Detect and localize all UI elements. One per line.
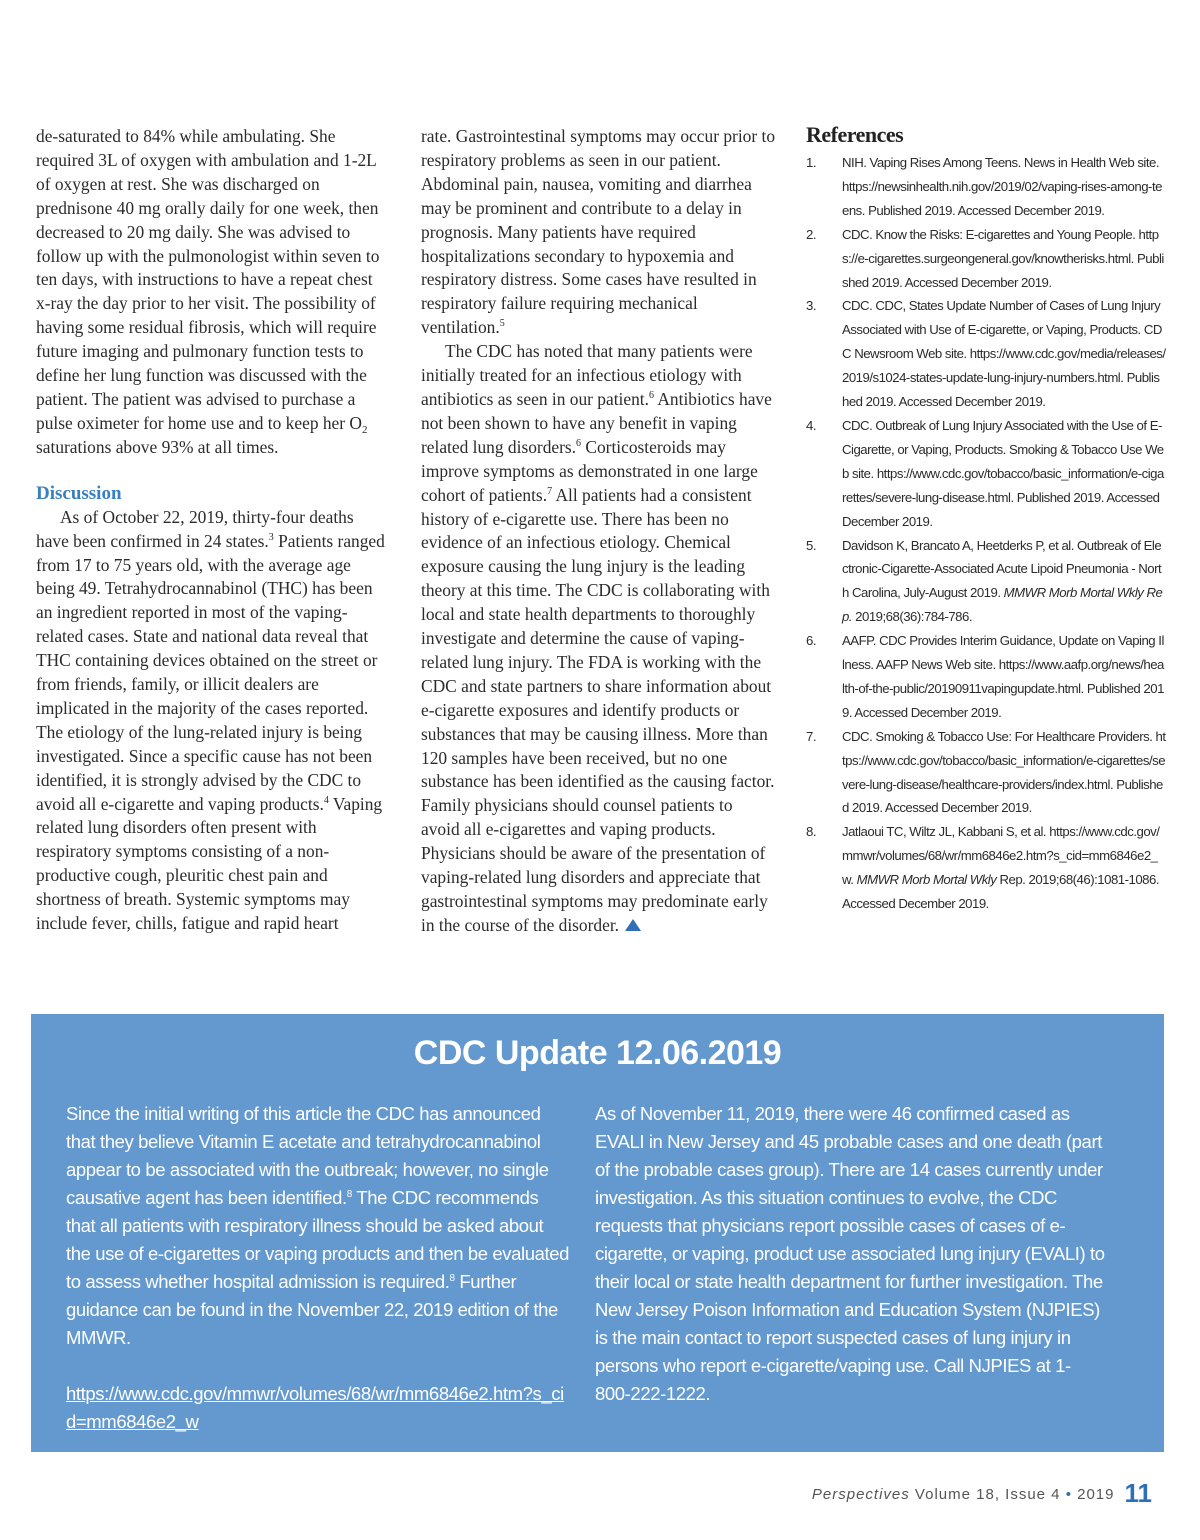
text-run: Vaping related lung disorders often present with respiratory symptoms consisting of a non-productive cough, pleuritic chest pain and shortness of breath. Systemic symptoms may include fever, chills, fatigue and rapid heart [36, 793, 383, 934]
reference-number: 6. [806, 633, 816, 649]
reference-number: 4. [806, 417, 816, 433]
reference-number: 1. [806, 155, 816, 170]
footer-year: 2019 [1071, 1486, 1115, 1503]
citation-superscript: 7 [547, 485, 553, 497]
citation-superscript: 8 [449, 1273, 455, 1284]
symptoms-paragraph [421, 125, 775, 340]
subscript: 2 [361, 423, 368, 436]
mmwr-link-paragraph [66, 1380, 571, 1436]
citation-superscript: 5 [499, 318, 505, 330]
end-of-article-triangle-icon [625, 919, 641, 931]
reference-item [806, 820, 1166, 916]
mmwr-link[interactable]: https://www.cdc.gov/mmwr/volumes/68/wr/mm6846e2.htm?s_cid=mm6846e2_w [66, 1383, 564, 1432]
cdc-update-box [31, 1014, 1164, 1452]
reference-citation: Rep. 2019;68(46):1081-1086. Accessed December 2019. [842, 872, 1160, 912]
reference-item [806, 151, 1166, 223]
text-run: de-saturated to 84% while ambulating. She required 3L of oxygen with ambulation and 1-2L of oxygen at rest. She was discharged on prednisone 40 mg orally daily for one week, then decreased to 20 mg daily. She was advised to follow up with the pulmonologist within seven to ten days, with instructions to have a repeat chest x-ray the day prior to her visit. The possibility of having some residual fibrosis, which will require future imaging and pulmonary function tests to define her lung function was discussed with the patient. The patient was advised to purchase a pulse oximeter for home use and to keep her O [36, 126, 380, 433]
reference-item [806, 294, 1166, 414]
cdc-update-right-column [595, 1100, 1105, 1408]
citation-superscript: 4 [323, 794, 329, 806]
publication-name: Perspectives [811, 1486, 910, 1503]
cdc-update-left-column [66, 1100, 571, 1436]
text-run: saturations above 93% at all times. [36, 436, 279, 457]
reference-item [806, 223, 1166, 295]
references-section [806, 122, 1166, 916]
reference-journal: MMWR Morb Mortal Wkly Rep. [842, 585, 1163, 625]
reference-item [806, 414, 1166, 534]
reference-number: 3. [806, 298, 816, 314]
citation-superscript: 3 [268, 531, 274, 543]
text-run: Further guidance can be found in the November 22, 2019 edition of the MMWR. [66, 1271, 558, 1348]
text-run: Corticosteroids may improve symptoms as demonstrated in one large cohort of patients. [421, 436, 758, 505]
reference-text: AAFP. CDC Provides Interim Guidance, Update on Vaping Illness. AAFP News Web site. https://www.aafp.org/news/health-of-the-public/20190911vapingupdate.html. Published 2019. Accessed December 2019. [842, 633, 1164, 720]
text-run: Patients ranged from 17 to 75 years old, with the average age being 49. Tetrahydrocannabinol (THC) has been an ingredient reported in most of the vaping-related cases. State and national data reveal that THC containing devices obtained on the street or from friends, family, or illicit dealers are implicated in the majority of the cases reported. The etiology of the lung-related injury is being investigated. Since a specific cause has not been identified, it is strongly advised by the CDC to avoid all e-cigarette and vaping products. [36, 530, 385, 814]
page-footer [812, 1478, 1152, 1509]
text-run: The CDC recommends that all patients with respiratory illness should be asked about the use of e-cigarettes or vaping products and then be evaluated to assess whether hospital admission is required. [66, 1187, 570, 1292]
reference-text: Jatlaoui TC, Wiltz JL, Kabbani S, et al. https://www.cdc.gov/mmwr/volumes/68/wr/mm6846e2.htm?s_cid=mm6846e2_w. [842, 824, 1160, 888]
reference-text: CDC. Know the Risks: E-cigarettes and Young People. https://e-cigarettes.surgeongeneral.gov/knowtherisks.html. Published 2019. Accessed December 2019. [842, 226, 1164, 290]
discussion-paragraph [36, 506, 386, 936]
reference-item [806, 629, 1166, 725]
text-run: Antibiotics have not been shown to have any benefit in vaping related lung disorders. [421, 388, 772, 457]
citation-superscript: 6 [576, 437, 582, 449]
nj-cases-paragraph: As of November 11, 2019, there were 46 confirmed cased as EVALI in New Jersey and 45 probable cases and one death (part of the probable cases group). There are 14 cases currently under investigation. As this situation continues to evolve, the CDC requests that physicians report possible cases of cases of e-cigarette, or vaping, product use associated lung injury (EVALI) to their local or state health department for further investigation. The New Jersey Poison Information and Education System (NJPIES) is the main contact to report suspected cases of lung injury in persons who report e-cigarette/vaping use. Call NJPIES at 1-800-222-1222. [595, 1103, 1105, 1404]
text-run: The CDC has noted that many patients were initially treated for an infectious etiology with antibiotics as seen in our patient. [421, 341, 753, 409]
reference-number: 8. [806, 824, 816, 840]
citation-superscript: 6 [648, 389, 654, 401]
case-paragraph [36, 125, 386, 460]
reference-number: 5. [806, 537, 816, 553]
reference-journal: MMWR Morb Mortal Wkly [856, 872, 997, 888]
reference-text: CDC. Smoking & Tobacco Use: For Healthcare Providers. https://www.cdc.gov/tobacco/basic_information/e-cigarettes/severe-lung-disease/healthcare-providers/index.html. Published 2019. Accessed December 2019. [842, 728, 1166, 816]
footer-bullet: • [1065, 1486, 1072, 1503]
reference-number: 2. [806, 226, 816, 242]
article-column-2 [421, 125, 775, 938]
citation-superscript: 8 [346, 1189, 352, 1200]
references-list [806, 151, 1166, 916]
text-run: All patients had a consistent history of e-cigarette use. There has been no evidence of an infectious etiology. Chemical exposure causing the lung injury is the leading theory at this time. The CDC is collaborating with local and state health departments to thoroughly investigate and determine the cause of vaping-related lung injury. The FDA is working with the CDC and state partners to share information about e-cigarette exposures and identify products or substances that may be causing illness. More than 120 samples have been received, but no one substance has been identified as the causing factor. Family physicians should counsel patients to avoid all e-cigarettes and vaping products. Physicians should be aware of the presentation of vaping-related lung disorders and appreciate that gastrointestinal symptoms may predominate early in the course of the disorder. [421, 484, 775, 935]
reference-item [806, 534, 1166, 630]
cdc-update-paragraph [66, 1100, 571, 1352]
reference-item [806, 725, 1166, 821]
references-title: References [806, 122, 904, 147]
reference-text: CDC. CDC, States Update Number of Cases of Lung Injury Associated with Use of E-cigarette, or Vaping, Products. CDC Newsroom Web site. https://www.cdc.gov/media/releases/2019/s1024-states-update-lung-injury-numbers.html. Published 2019. Accessed December 2019. [842, 298, 1166, 410]
reference-number: 7. [806, 728, 816, 744]
text-run: Since the initial writing of this article the CDC has announced that they believe Vitamin E acetate and tetrahydrocannabinol appear to be associated with the outbreak; however, no single causative agent has been identified. [66, 1103, 549, 1208]
reference-text: CDC. Outbreak of Lung Injury Associated with the Use of E-Cigarette, or Vaping, Products. Smoking & Tobacco Use Web site. https://www.cdc.gov/tobacco/basic_information/e-cigarettes/severe-lung-disease.html. Published 2019. Accessed December 2019. [842, 417, 1164, 529]
volume-issue: Volume 18, Issue 4 [909, 1486, 1066, 1503]
text-run: rate. Gastrointestinal symptoms may occur prior to respiratory problems as seen in our patient. Abdominal pain, nausea, vomiting and diarrhea may be prominent and contribute to a delay in prognosis. Many patients have required hospitalizations secondary to hypoxemia and respiratory distress. Some cases have resulted in respiratory failure requiring mechanical ventilation. [421, 126, 776, 338]
reference-citation: 2019;68(36):784-786. [852, 609, 973, 625]
article-column-1 [36, 125, 386, 936]
discussion-heading: Discussion [36, 482, 122, 504]
reference-text: Davidson K, Brancato A, Heetderks P, et al. Outbreak of Electronic-Cigarette-Associated Acute Lipoid Pneumonia - North Carolina, July-August 2019. [842, 537, 1162, 601]
page-number: 11 [1124, 1478, 1152, 1508]
cdc-update-title: CDC Update 12.06.2019 [413, 1034, 782, 1072]
reference-text: NIH. Vaping Rises Among Teens. News in Health Web site. https://newsinhealth.nih.gov/2019/02/vaping-rises-among-teens. Published 2019. Accessed December 2019. [842, 155, 1162, 218]
text-run: As of October 22, 2019, thirty-four deaths have been confirmed in 24 states. [36, 506, 354, 551]
cdc-paragraph [421, 340, 775, 938]
